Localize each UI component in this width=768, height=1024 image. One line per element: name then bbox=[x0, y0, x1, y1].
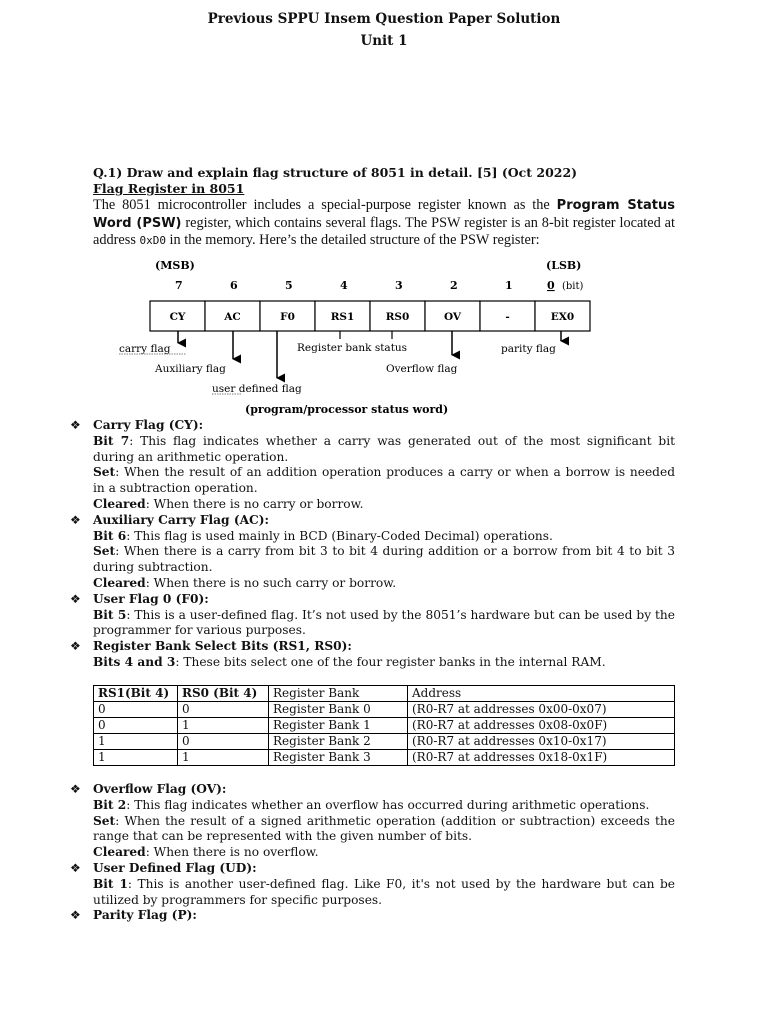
lsb-label: (LSB) bbox=[546, 259, 582, 272]
flag-section-heading bbox=[70, 639, 675, 655]
detail-text: : When the result of a signed arithmetic operation (addition or subtraction) exceeds the range that can be represented with the given number of bits. bbox=[93, 813, 675, 844]
document-title: Previous SPPU Insem Question Paper Solution bbox=[207, 11, 561, 27]
bullet-icon: ❖ bbox=[70, 908, 81, 923]
intro-text-1: The 8051 microcontroller includes a special-purpose register known as the bbox=[93, 197, 557, 213]
detail-text: : When there is a carry from bit 3 to bit 4 during addition or a borrow from bit 4 to bit 3 during subtraction. bbox=[93, 544, 675, 575]
table-row bbox=[94, 734, 675, 750]
flag-section-heading bbox=[70, 513, 675, 529]
table-cell: Register Bank 1 bbox=[269, 718, 408, 734]
table-cell: 1 bbox=[94, 750, 178, 766]
flag-detail-line bbox=[70, 529, 675, 545]
flag-detail-line bbox=[70, 434, 675, 466]
intro-code: 0xD0 bbox=[139, 234, 166, 247]
bit-unit-label: (bit) bbox=[562, 281, 584, 292]
table-cell: Register Bank 0 bbox=[269, 702, 408, 718]
bit-number: 0 bbox=[547, 279, 555, 292]
msb-label: (MSB) bbox=[155, 259, 195, 272]
psw-cell-label: OV bbox=[443, 311, 462, 323]
intro-paragraph bbox=[93, 197, 675, 250]
table-cell: Register Bank 2 bbox=[269, 734, 408, 750]
carry-flag-label: carry flag bbox=[119, 343, 171, 355]
heading-text: Parity Flag (P): bbox=[93, 908, 197, 923]
bullet-icon: ❖ bbox=[70, 591, 81, 606]
detail-term: Bits 4 and 3 bbox=[93, 654, 176, 669]
flag-detail-line bbox=[70, 465, 675, 497]
psw-cell-label: CY bbox=[169, 311, 186, 323]
bullet-icon: ❖ bbox=[70, 782, 81, 796]
register-bank-table bbox=[93, 685, 675, 766]
detail-term: Bit 1 bbox=[93, 876, 128, 891]
table-cell: 0 bbox=[178, 734, 269, 750]
detail-term: Set bbox=[93, 465, 116, 480]
table-header-bank: Register Bank bbox=[269, 686, 408, 702]
detail-term: Set bbox=[93, 544, 116, 559]
flag-sections-2 bbox=[70, 782, 675, 924]
overflow-flag-label: Overflow flag bbox=[386, 363, 458, 375]
bit-number: 5 bbox=[285, 279, 293, 292]
flag-detail-line bbox=[70, 655, 675, 671]
bullet-icon: ❖ bbox=[70, 512, 81, 527]
table-cell: 0 bbox=[94, 702, 178, 718]
parity-flag-label: parity flag bbox=[501, 343, 556, 355]
detail-text: : When the result of an addition operation produces a carry or when a borrow is needed in a subtraction operation. bbox=[93, 465, 675, 496]
bit-number: 6 bbox=[230, 279, 238, 292]
psw-cell-label: F0 bbox=[280, 311, 295, 323]
unit-title: Unit 1 bbox=[360, 33, 408, 49]
detail-text: : This flag indicates whether an overflow has occurred during arithmetic operations. bbox=[126, 797, 650, 812]
heading-text: Auxiliary Carry Flag (AC): bbox=[93, 512, 270, 527]
bit-number: 2 bbox=[450, 279, 458, 292]
table-cell: 1 bbox=[178, 750, 269, 766]
heading-text: Carry Flag (CY): bbox=[93, 418, 204, 432]
flag-section bbox=[70, 908, 675, 924]
flag-section-heading bbox=[70, 908, 675, 924]
table-cell: (R0-R7 at addresses 0x18-0x1F) bbox=[408, 750, 675, 766]
bullet-icon: ❖ bbox=[70, 639, 81, 654]
flag-section bbox=[70, 861, 675, 908]
heading-text: Register Bank Select Bits (RS1, RS0): bbox=[93, 639, 352, 654]
detail-text: : This flag is used mainly in BCD (Binary-Coded Decimal) operations. bbox=[126, 528, 553, 543]
detail-text: : This flag indicates whether a carry was generated out of the most significant bit during an arithmetic operation. bbox=[93, 433, 675, 464]
flag-detail-line bbox=[70, 845, 675, 861]
flag-section-heading bbox=[70, 592, 675, 608]
flag-section bbox=[70, 513, 675, 592]
flag-detail-line bbox=[70, 814, 675, 846]
detail-term: Cleared bbox=[93, 575, 146, 590]
psw-cell-label: AC bbox=[224, 311, 241, 323]
heading-text: User Defined Flag (UD): bbox=[93, 860, 257, 875]
psw-cell-label: RS1 bbox=[330, 311, 355, 323]
bit-number: 3 bbox=[395, 279, 403, 292]
flag-section bbox=[70, 639, 675, 671]
intro-bold: Program Status Word (PSW) bbox=[93, 198, 675, 231]
flag-section-heading bbox=[70, 782, 675, 798]
table-row bbox=[94, 718, 675, 734]
flag-detail-line bbox=[70, 608, 675, 640]
psw-cell-label: - bbox=[505, 311, 510, 323]
table-cell: 0 bbox=[94, 718, 178, 734]
bit-number: 1 bbox=[505, 279, 513, 292]
flag-section-heading bbox=[70, 418, 675, 434]
flag-section-heading bbox=[70, 861, 675, 877]
table-cell: 1 bbox=[178, 718, 269, 734]
detail-term: Set bbox=[93, 813, 116, 828]
detail-term: Bit 5 bbox=[93, 607, 127, 622]
detail-term: Bit 7 bbox=[93, 433, 130, 448]
flag-detail-line bbox=[70, 798, 675, 814]
heading-text: User Flag 0 (F0): bbox=[93, 591, 209, 606]
table-cell: 1 bbox=[94, 734, 178, 750]
detail-term: Bit 2 bbox=[93, 797, 127, 812]
table-header-rs1: RS1(Bit 4) bbox=[94, 686, 178, 702]
detail-text: : When there is no such carry or borrow. bbox=[145, 575, 397, 590]
detail-text: : When there is no overflow. bbox=[145, 845, 319, 860]
user-defined-flag-label: user defined flag bbox=[212, 383, 302, 395]
flag-section bbox=[70, 782, 675, 861]
psw-diagram bbox=[100, 255, 660, 420]
bullet-icon: ❖ bbox=[70, 860, 81, 875]
flag-detail-line bbox=[70, 544, 675, 576]
detail-text: : This is another user-defined flag. Like F0, it's not used by the hardware but can be utilized by programmers for specific purposes. bbox=[93, 876, 675, 907]
intro-text-2: register, which contains several flags. The PSW register is an 8-bit register located at address bbox=[93, 214, 675, 248]
auxiliary-flag-label: Auxiliary flag bbox=[155, 363, 226, 375]
flag-detail-line bbox=[70, 576, 675, 592]
intro-text-3: in the memory. Here’s the detailed structure of the PSW register: bbox=[165, 232, 540, 248]
table-header-address: Address bbox=[408, 686, 675, 702]
detail-text: : This is a user-defined flag. It’s not used by the 8051’s hardware but can be used by the programmer for various purposes. bbox=[93, 607, 675, 638]
heading-text: Overflow Flag (OV): bbox=[93, 782, 227, 796]
flag-detail-line bbox=[70, 877, 675, 909]
table-cell: Register Bank 3 bbox=[269, 750, 408, 766]
detail-term: Bit 6 bbox=[93, 528, 127, 543]
flag-section bbox=[70, 592, 675, 639]
detail-term: Cleared bbox=[93, 496, 146, 511]
detail-term: Cleared bbox=[93, 845, 146, 860]
bullet-icon: ❖ bbox=[70, 418, 81, 432]
subheading: Flag Register in 8051 bbox=[93, 181, 245, 196]
question-heading: Q.1) Draw and explain flag structure of 8051 in detail. [5] (Oct 2022) bbox=[93, 165, 578, 180]
table-cell: (R0-R7 at addresses 0x08-0x0F) bbox=[408, 718, 675, 734]
bit-number: 7 bbox=[175, 279, 183, 292]
flag-section bbox=[70, 418, 675, 513]
psw-cell-label: EX0 bbox=[550, 311, 575, 323]
table-cell: (R0-R7 at addresses 0x10-0x17) bbox=[408, 734, 675, 750]
diagram-caption: (program/processor status word) bbox=[245, 403, 449, 416]
register-bank-status-label: Register bank status bbox=[297, 342, 408, 354]
flag-detail-line bbox=[70, 497, 675, 513]
table-header-row bbox=[94, 686, 675, 702]
table-header-rs0: RS0 (Bit 4) bbox=[178, 686, 269, 702]
table-row bbox=[94, 750, 675, 766]
table-cell: (R0-R7 at addresses 0x00-0x07) bbox=[408, 702, 675, 718]
detail-text: : These bits select one of the four register banks in the internal RAM. bbox=[175, 654, 606, 669]
flag-sections-1 bbox=[70, 418, 675, 671]
detail-text: : When there is no carry or borrow. bbox=[145, 496, 364, 511]
table-cell: 0 bbox=[178, 702, 269, 718]
table-row bbox=[94, 702, 675, 718]
psw-cell-label: RS0 bbox=[385, 311, 410, 323]
bit-number: 4 bbox=[340, 279, 348, 292]
